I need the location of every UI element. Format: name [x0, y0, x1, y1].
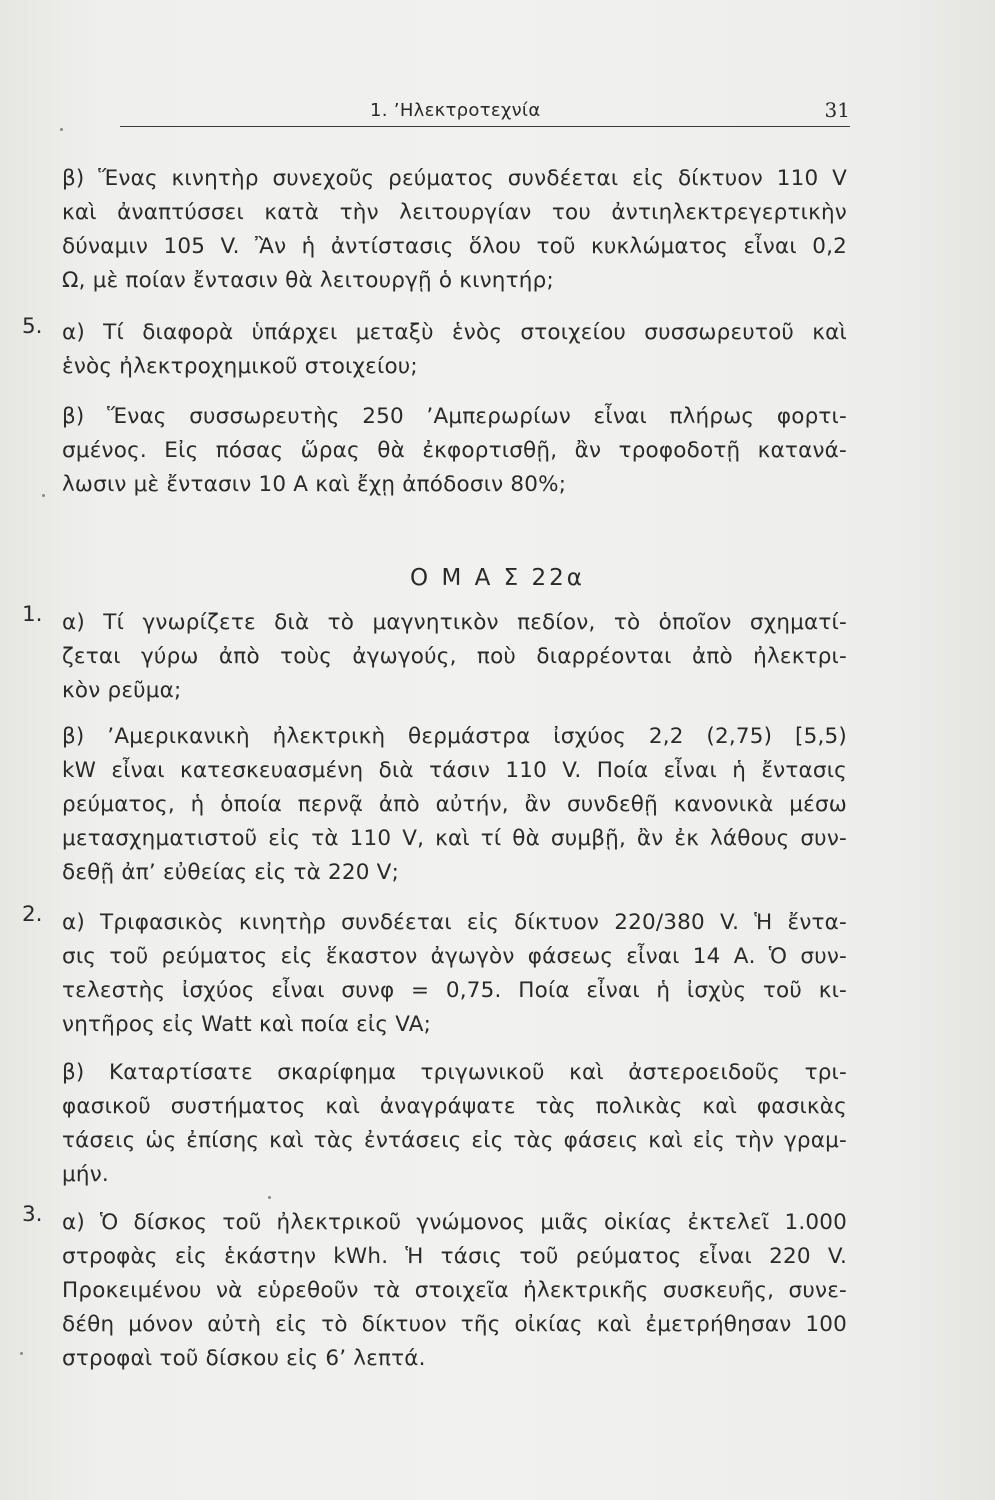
exercise-number: 1.	[22, 602, 43, 627]
text-line: β) Καταρτίσατε σκαρίφημα τριγωνικοῦ καὶ ἀστεροειδοῦς τρι-	[62, 1060, 847, 1085]
page-header	[120, 96, 850, 132]
text-line: ζεται γύρω ἀπὸ τοὺς ἀγωγούς, ποὺ διαρρέονται ἀπὸ ἠλεκτρι-	[62, 644, 847, 669]
print-speck	[42, 494, 45, 497]
text-line: στροφαὶ τοῦ δίσκου εἰς 6’ λεπτά.	[62, 1346, 426, 1371]
text-line: μήν.	[62, 1162, 109, 1187]
text-line: α) Τριφασικὸς κινητὴρ συνδέεται εἰς δίκτυον 220/380 V. Ἡ ἔντα-	[62, 910, 847, 935]
text-line: φασικοῦ συστήματος καὶ ἀναγράψατε τὰς πολικὰς καὶ φασικὰς	[62, 1094, 847, 1119]
text-line: νητῆρος εἰς Watt καὶ ποία εἰς VA;	[62, 1012, 432, 1037]
text-line: δέθη μόνον αὐτὴ εἰς τὸ δίκτυον τῆς οἰκίας καὶ ἐμετρήθησαν 100	[62, 1312, 847, 1337]
text-line: τελεστὴς ἰσχύος εἶναι συνφ = 0,75. Ποία εἶναι ἡ ἰσχὺς τοῦ κι-	[62, 978, 847, 1003]
text-line: α) Ὁ δίσκος τοῦ ἠλεκτρικοῦ γνώμονος μιᾶς οἰκίας ἐκτελεῖ 1.000	[62, 1210, 847, 1235]
exercise-number: 2.	[22, 902, 43, 927]
text-line: β) Ἕνας συσσωρευτὴς 250 ’Αμπερωρίων εἶναι πλήρως φορτι-	[62, 404, 847, 429]
text-line: Προκειμένου νὰ εὑρεθοῦν τὰ στοιχεῖα ἠλεκτρικῆς συσκευῆς, συνε-	[62, 1278, 847, 1303]
text-line: kW εἶναι κατεσκευασμένη διὰ τάσιν 110 V. Ποία εἶναι ἡ ἔντασις	[62, 758, 847, 783]
text-line: δεθῇ ἀπ’ εὐθείας εἰς τὰ 220 V;	[62, 860, 400, 885]
text-line: λωσιν μὲ ἔντασιν 10 Α καὶ ἔχῃ ἀπόδοσιν 80%;	[62, 472, 567, 497]
text-line: τάσεις ὡς ἐπίσης καὶ τὰς ἐντάσεις εἰς τὰς φάσεις καὶ εἰς τὴν γραμ-	[62, 1128, 847, 1153]
exercise-number: 3.	[22, 1202, 43, 1227]
text-line: ἑνὸς ἠλεκτροχημικοῦ στοιχείου;	[62, 354, 418, 379]
text-line: Ω, μὲ ποίαν ἔντασιν θὰ λειτουργῇ ὁ κινητήρ;	[62, 268, 554, 293]
print-speck	[20, 1352, 23, 1355]
text-line: ρεύματος, ἡ ὁποία περνᾷ ἀπὸ αὐτήν, ἂν συνδεθῇ κανονικὰ μέσω	[62, 792, 847, 817]
text-line: κὸν ρεῦμα;	[62, 678, 182, 703]
text-line: β) ’Αμερικανικὴ ἠλεκτρικὴ θερμάστρα ἰσχύος 2,2 (2,75) [5,5)	[62, 724, 847, 749]
text-line: μετασχηματιστοῦ εἰς τὰ 110 V, καὶ τί θὰ συμβῇ, ἂν ἐκ λάθους συν-	[62, 826, 847, 851]
print-speck	[60, 128, 63, 131]
text-line: β) Ἕνας κινητὴρ συνεχοῦς ρεύματος συνδέεται εἰς δίκτυον 110 V	[62, 166, 847, 191]
text-line: καὶ ἀναπτύσσει κατὰ τὴν λειτουργίαν του ἀντιηλεκτρεγερτικὴν	[62, 200, 847, 225]
page-number: 31	[824, 98, 850, 122]
text-line: σμένος. Εἰς πόσας ὥρας θὰ ἐκφορτισθῇ, ἂν τροφοδοτῇ κατανά-	[62, 438, 847, 463]
running-title: 1. ’Ηλεκτροτεχνία	[370, 100, 541, 121]
exercise-number: 5.	[22, 314, 43, 339]
print-speck	[268, 1196, 271, 1199]
header-rule	[120, 126, 850, 127]
group-title: Ο Μ Α Σ 22α	[410, 565, 585, 591]
text-line: δύναμιν 105 V. Ἂν ἡ ἀντίστασις ὅλου τοῦ κυκλώματος εἶναι 0,2	[62, 234, 847, 259]
text-line: στροφὰς εἰς ἑκάστην kWh. Ἡ τάσις τοῦ ρεύματος εἶναι 220 V.	[62, 1244, 847, 1269]
text-line: α) Τί γνωρίζετε διὰ τὸ μαγνητικὸν πεδίον, τὸ ὁποῖον σχηματί-	[62, 610, 847, 635]
text-line: α) Τί διαφορὰ ὑπάρχει μεταξὺ ἑνὸς στοιχείου συσσωρευτοῦ καὶ	[62, 320, 847, 345]
text-line: σις τοῦ ρεύματος εἰς ἕκαστον ἀγωγὸν φάσεως εἶναι 14 Α. Ὁ συν-	[62, 944, 847, 969]
